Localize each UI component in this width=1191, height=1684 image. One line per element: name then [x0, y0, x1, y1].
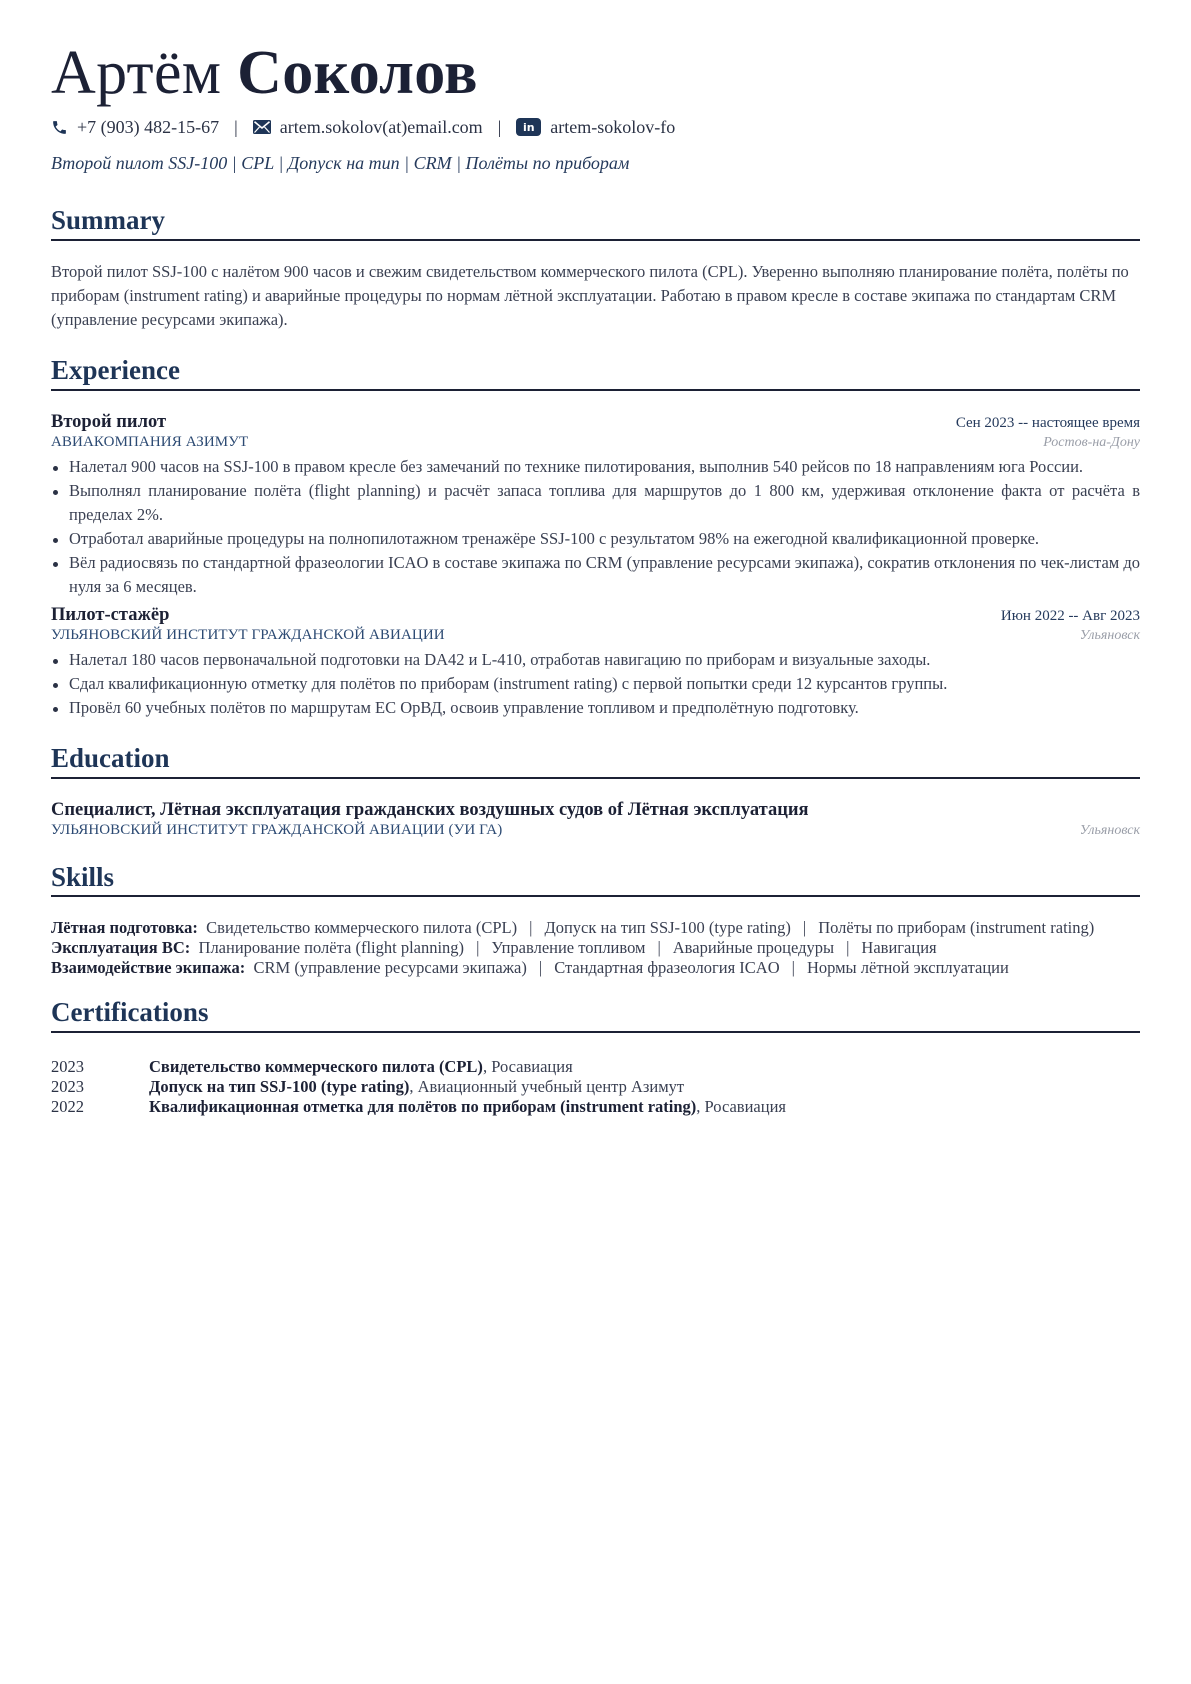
headline: Второй пилот SSJ-100 | CPL | Допуск на тип | CRM | Полёты по приборам — [51, 153, 630, 174]
skills-section — [51, 861, 1140, 979]
cert-issuer: , Авиационный учебный центр Азимут — [409, 1077, 685, 1097]
section-title-experience: Experience — [51, 354, 1140, 391]
cert-name: Квалификационная отметка для полётов по приборам (instrument rating) — [149, 1097, 697, 1117]
skill-item: CRM (управление ресурсами экипажа) — [253, 958, 527, 978]
skills-row: Лётная подготовка: Свидетельство коммерческого пилота (CPL) | Допуск на тип SSJ-100 (type rating) | Полёты по приборам (instrument rating) — [51, 918, 1095, 938]
cert-issuer: , Росавиация — [696, 1097, 786, 1117]
email-contact[interactable] — [253, 117, 483, 138]
skill-item: Свидетельство коммерческого пилота (CPL) — [206, 918, 518, 938]
phone-icon — [51, 119, 68, 136]
job-entry — [51, 605, 1140, 720]
cert-year: 2023 — [51, 1057, 84, 1077]
cert-year: 2023 — [51, 1077, 84, 1097]
separator: | — [497, 116, 502, 137]
job-organization: АВИАКОМПАНИЯ АЗИМУТ — [51, 433, 249, 450]
job-title: Пилот-стажёр — [51, 604, 170, 625]
linkedin-text: artem-sokolov-fo — [550, 116, 676, 137]
bullet-item: Налетал 180 часов первоначальной подготовки на DA42 и L-410, отработав навигацию по приборам и визуальные заходы. — [51, 648, 1140, 672]
experience-section — [51, 354, 1140, 720]
bullet-item: Отработал аварийные процедуры на полнопилотажном тренажёре SSJ-100 с результатом 98% на ежегодной квалификационной проверке. — [51, 527, 1140, 551]
job-organization: УЛЬЯНОВСКИЙ ИНСТИТУТ ГРАЖДАНСКОЙ АВИАЦИИ — [51, 626, 445, 643]
cert-year: 2022 — [51, 1097, 84, 1117]
last-name: Соколов — [237, 39, 478, 107]
job-bullets — [51, 455, 1140, 599]
section-title-certifications: Certifications — [51, 996, 1140, 1033]
skill-category: Взаимодействие экипажа: — [51, 958, 246, 978]
job-bullets — [51, 648, 1140, 720]
skill-item: Полёты по приборам (instrument rating) — [818, 918, 1095, 938]
cert-name: Допуск на тип SSJ-100 (type rating) — [149, 1077, 410, 1097]
summary-text: Второй пилот SSJ-100 с налётом 900 часов и свежим свидетельством коммерческого пилота (CPL). Уверенно выполняю планирование полёта, полёты по приборам (instrument rating) и аварийные процедуры по нормам лётной эксплуатации. Работаю в правом кресле в составе экипажа по стандартам CRM (управление ресурсами экипажа). — [51, 262, 1129, 330]
job-date: Июн 2022 -- Авг 2023 — [1000, 607, 1140, 624]
section-title-skills: Skills — [51, 861, 1140, 898]
job-location: Ульяновск — [1079, 627, 1140, 643]
skills-row: Взаимодействие экипажа: CRM (управление ресурсами экипажа) | Стандартная фразеология ICAO | Нормы лётной эксплуатации — [51, 958, 1009, 978]
skill-item: Аварийные процедуры — [672, 938, 835, 958]
summary-section — [51, 204, 1140, 332]
phone-contact[interactable] — [51, 117, 219, 138]
certification-row — [51, 1057, 1140, 1077]
candidate-name — [51, 38, 1140, 109]
job-date: Сен 2023 -- настоящее время — [955, 414, 1140, 431]
degree-title: Специалист, Лётная эксплуатация гражданских воздушных судов of Лётная эксплуатация — [51, 799, 809, 820]
contact-line — [51, 115, 1140, 139]
section-title-summary: Summary — [51, 204, 1140, 241]
skill-item: Планирование полёта (flight planning) — [198, 938, 465, 958]
first-name: Артём — [51, 39, 222, 107]
linkedin-contact[interactable] — [516, 117, 675, 138]
email-text: artem.sokolov(at)email.com — [279, 116, 483, 137]
job-location: Ростов-на-Дону — [1043, 434, 1140, 450]
skill-item: Допуск на тип SSJ-100 (type rating) — [544, 918, 791, 938]
job-entry — [51, 412, 1140, 599]
cert-issuer: , Росавиация — [482, 1057, 573, 1077]
phone-text: +7 (903) 482-15-67 — [77, 116, 220, 137]
education-location: Ульяновск — [1079, 822, 1140, 838]
skill-item: Нормы лётной эксплуатации — [806, 958, 1009, 978]
envelope-icon — [253, 120, 271, 134]
bullet-item: Вёл радиосвязь по стандартной фразеологии ICAO в составе экипажа по CRM (управление ресурсами экипажа), сократив отклонения по чек-листам до нуля за 6 месяцев. — [51, 551, 1140, 599]
bullet-item: Налетал 900 часов на SSJ-100 в правом кресле без замечаний по технике пилотирования, выполнив 540 рейсов по 18 направлениям юга России. — [51, 455, 1140, 479]
bullet-item: Выполнял планирование полёта (flight planning) и расчёт запаса топлива для маршрутов до 1 800 км, удерживая отклонение факта от расчёта в пределах 2%. — [51, 479, 1140, 527]
certification-row — [51, 1097, 1140, 1117]
skill-category: Эксплуатация ВС: — [51, 938, 191, 958]
skills-row: Эксплуатация ВС: Планирование полёта (flight planning) | Управление топливом | Аварийные процедуры | Навигация — [51, 938, 937, 958]
skill-category: Лётная подготовка: — [51, 918, 198, 938]
skill-item: Навигация — [861, 938, 937, 958]
section-title-education: Education — [51, 742, 1140, 779]
bullet-item: Провёл 60 учебных полётов по маршрутам ЕС ОрВД, освоив управление топливом и предполётную подготовку. — [51, 696, 1140, 720]
education-institution: УЛЬЯНОВСКИЙ ИНСТИТУТ ГРАЖДАНСКОЙ АВИАЦИИ (УИ ГА) — [51, 821, 503, 838]
certifications-section — [51, 996, 1140, 1117]
separator: | — [234, 116, 238, 137]
cert-name: Свидетельство коммерческого пилота (CPL) — [149, 1057, 483, 1077]
bullet-item: Сдал квалификационную отметку для полётов по приборам (instrument rating) с первой попытки среди 12 курсантов группы. — [51, 672, 1140, 696]
skill-item: Стандартная фразеология ICAO — [554, 958, 780, 978]
job-title: Второй пилот — [51, 411, 167, 432]
education-section — [51, 742, 1140, 839]
skill-item: Управление топливом — [491, 938, 646, 958]
linkedin-icon: in — [516, 118, 541, 136]
certification-row — [51, 1077, 1140, 1097]
